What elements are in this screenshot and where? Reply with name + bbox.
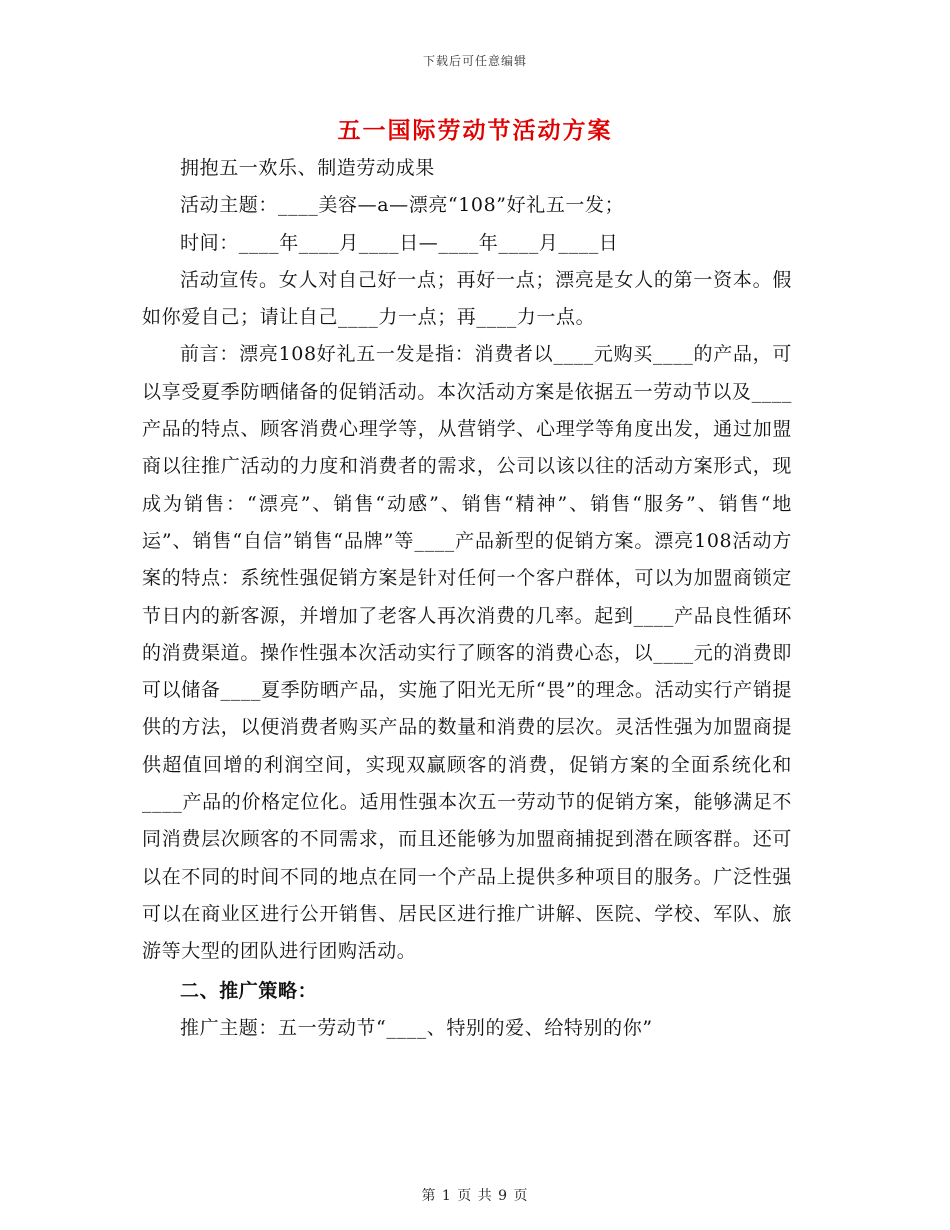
- paragraph-preface: 前言：漂亮108好礼五一发是指：消费者以____元购买____的产品，可以享受夏季防晒储备的促销活动。本次活动方案是依据五一劳动节以及____产品的特点、顾客消费心理学等，从营销学、心理学等角度出发，通过加盟商以往推广活动的力度和消费者的需求，公司以该以往的活动方案形式，现成为销售：“漂亮”、销售“动感”、销售“精神”、销售“服务”、销售“地运”、销售“自信”销售“品牌”等____产品新型的促销方案。漂亮108活动方案的特点：系统性强促销方案是针对任何一个客户群体，可以为加盟商锁定节日内的新客源，并增加了老客人再次消费的几率。起到____产品良性循环的消费渠道。操作性强本次活动实行了顾客的消费心态，以____元的消费即可以储备____夏季防晒产品，实施了阳光无所“畏”的理念。活动实行产销提供的方法，以便消费者购买产品的数量和消费的层次。灵活性强为加盟商提供超值回增的利润空间，实现双赢顾客的消费，促销方案的全面系统化和____产品的价格定位化。适用性强本次五一劳动节的促销方案，能够满足不同消费层次顾客的不同需求，而且还能够为加盟商捕捉到潜在顾客群。还可以在不同的时间不同的地点在同一个产品上提供多种项目的服务。广泛性强可以在商业区进行公开销售、居民区进行推广讲解、医院、学校、军队、旅游等大型的团队进行团购活动。: [142, 343, 792, 963]
- paragraph-promotion-theme: 推广主题：五一劳动节“____、特别的爱、给特别的你”: [180, 1016, 653, 1039]
- document-body: [142, 150, 792, 1047]
- page-number: 第 1 页 共 9 页: [421, 1188, 529, 1204]
- document-title: 五一国际劳动节活动方案: [337, 117, 613, 144]
- paragraph-time: 时间：____年____月____日—____年____月____日: [180, 231, 619, 254]
- paragraph-slogan: 拥抱五一欢乐、制造劳动成果: [180, 157, 435, 179]
- paragraph-promotion: 活动宣传。女人对自己好一点；再好一点；漂亮是女人的第一资本。假如你爱自己；请让自己____力一点；再____力一点。: [142, 268, 792, 329]
- paragraph-theme: 活动主题：____美容—a—漂亮“108”好礼五一发；: [180, 194, 625, 217]
- page-header-note: 下载后可任意编辑: [422, 54, 527, 68]
- section-heading: 二、推广策略：: [180, 979, 318, 1002]
